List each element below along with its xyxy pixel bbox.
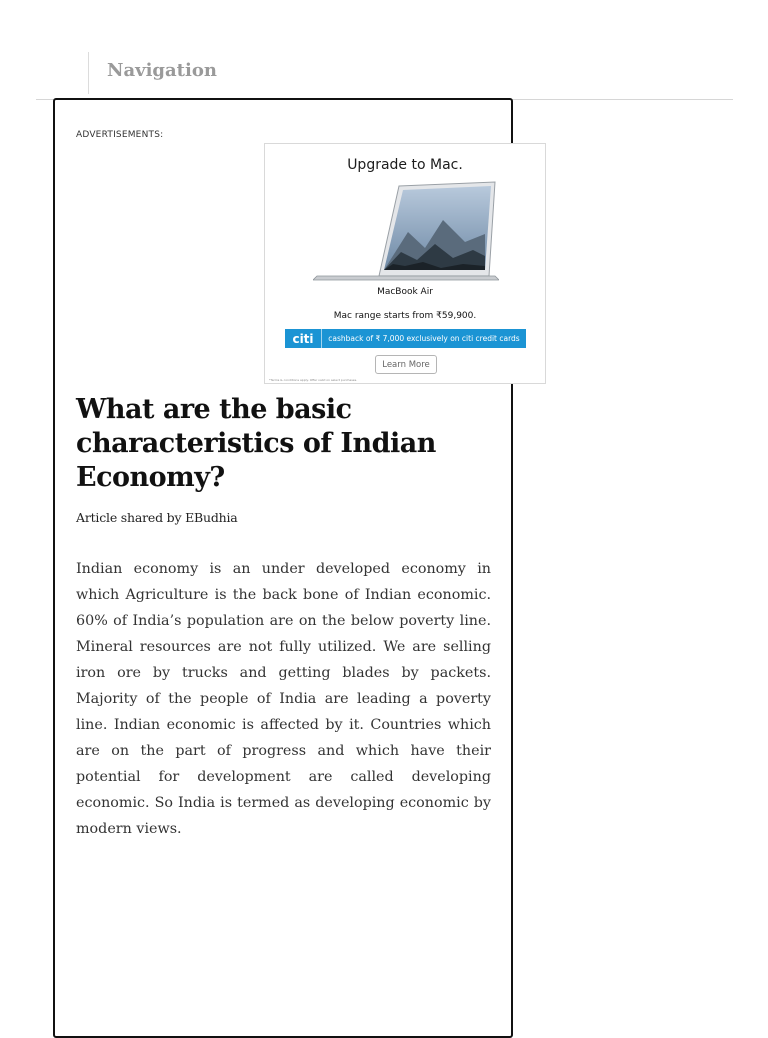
ad-product-name: MacBook Air <box>377 287 433 297</box>
citi-offer-bar <box>285 329 526 348</box>
citi-offer-text: cashback of ₹ 7,000 exclusively on citi credit cards <box>328 334 520 343</box>
article-body: Indian economy is an under developed economy in which Agriculture is the back bone of Indian economic. 60% of India’s population are on the below poverty line. Mineral resources are not fully utilized. We are selling iron ore by trucks and getting blades by packets. Majority of the people of India are leading a poverty line. Indian economic is affected by it. Countries which are on the part of progress and which have their potential for development are called developing economic. So India is termed as developing economic by modern views. <box>76 561 491 837</box>
article-title: What are the basic characteristics of Indian Economy? <box>76 394 436 493</box>
advertisement-banner[interactable] <box>264 143 546 384</box>
learn-more-button[interactable]: Learn More <box>375 355 437 374</box>
ad-fine-print: *Terms & conditions apply. Offer valid on select purchases. <box>269 378 358 382</box>
nav-divider <box>88 52 89 94</box>
ad-price: Mac range starts from ₹59,900. <box>333 311 477 321</box>
ad-headline: Upgrade to Mac. <box>347 157 463 173</box>
article-byline: Article shared by EBudhia <box>76 510 238 525</box>
advertisement-label: ADVERTISEMENTS: <box>76 130 164 140</box>
laptop-image <box>313 180 499 282</box>
navigation-toggle[interactable]: Navigation <box>107 60 217 81</box>
citi-logo: citi <box>285 329 322 348</box>
